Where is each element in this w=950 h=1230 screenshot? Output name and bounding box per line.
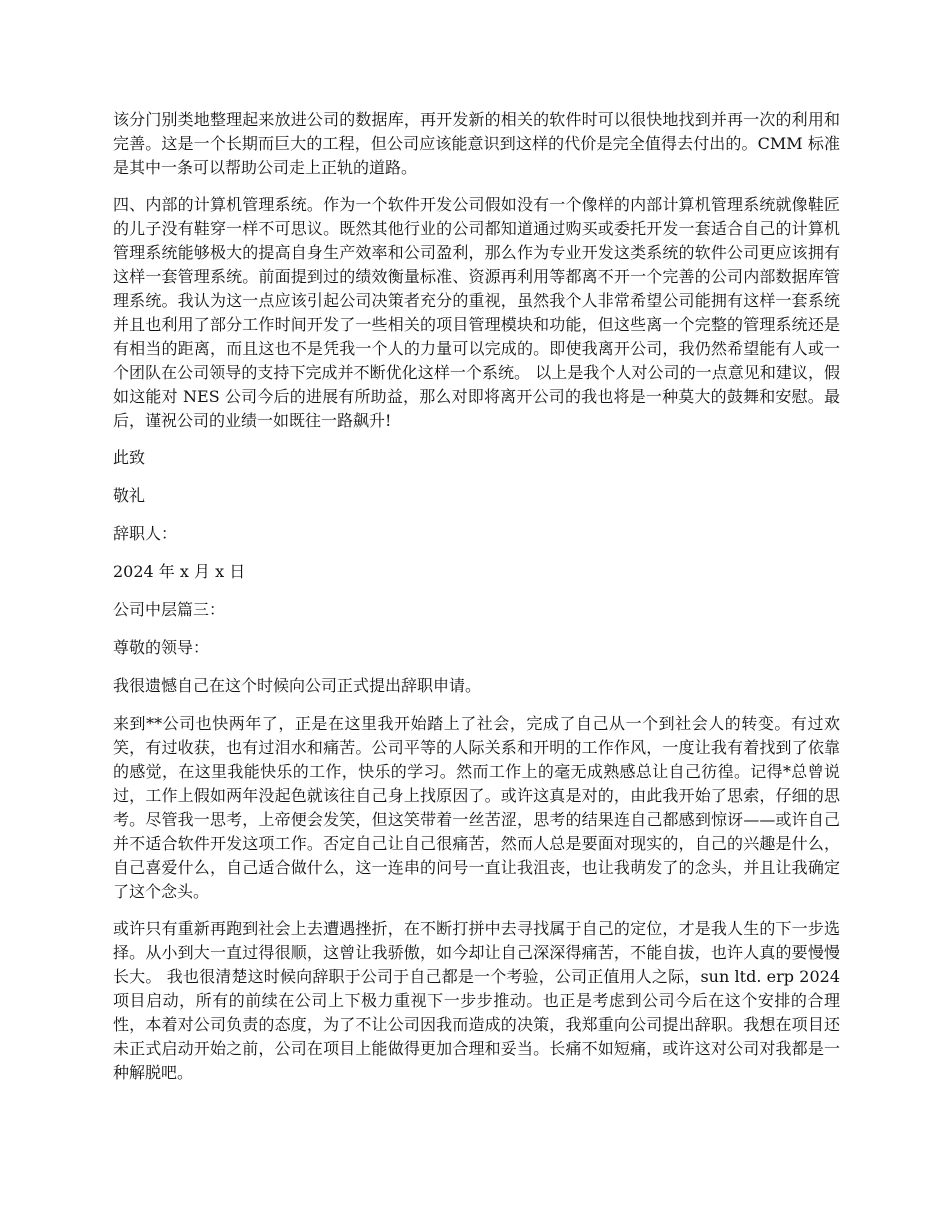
- closing-jingli: 敬礼: [113, 486, 146, 505]
- letter-date: 2024 年 x 月 x 日: [113, 562, 246, 581]
- resignee-label: 辞职人：: [113, 524, 178, 543]
- paragraph-internal-management-system: 四、内部的计算机管理系统。作为一个软件开发公司假如没有一个像样的内部计算机管理系统就像鞋匠的儿子没有鞋穿一样不可思议。既然其他行业的公司都知道通过购买或委托开发一套适合自己的计算机管理系统能够极大的提高自身生产效率和公司盈利，那么作为专业开发这类系统的软件公司更应该拥有这样一套管理系统。前面提到过的绩效衡量标准、资源再利用等都离不开一个完善的公司内部数据库管理系统。我认为这一点应该引起公司决策者充分的重视，虽然我个人非常希望公司能拥有这样一套系统并且也利用了部分工作时间开发了一些相关的项目管理模块和功能，但这些离一个完整的管理系统还是有相当的距离，而且这也不是凭我一个人的力量可以完成的。即使我离开公司，我仍然希望能有人或一个团队在公司领导的支持下完成并不断优化这样一个系统。 以上是我个人对公司的一点意见和建议，假如这能对 NES 公司今后的进展有所助益，那么对即将离开公司的我也将是一种莫大的鼓舞和安慰。最后，谨祝公司的业绩一如既往一路飙升!: [113, 195, 840, 430]
- paragraph-two-years: 来到**公司也快两年了，正是在这里我开始踏上了社会，完成了自己从一个到社会人的转变。有过欢笑，有过收获，也有过泪水和痛苦。公司平等的人际关系和开明的工作作风，一度让我有着找到了依靠的感觉，在这里我能快乐的工作，快乐的学习。然而工作上的毫无成熟感总让自己彷徨。记得*总曾说过，工作上假如两年没起色就该往自己身上找原因了。或许这真是对的，由此我开始了思索，仔细的思考。尽管我一思考，上帝便会发笑，但这笑带着一丝苦涩，思考的结果连自己都感到惊讶——或许自己并不适合软件开发这项工作。否定自己让自己很痛苦，然而人总是要面对现实的，自己的兴趣是什么，自己喜爱什么，自己适合做什么，这一连串的问号一直让我沮丧，也让我萌发了的念头，并且让我确定了这个念头。: [113, 714, 840, 901]
- paragraph-next-step: 或许只有重新再跑到社会上去遭遇挫折，在不断打拼中去寻找属于自己的定位，才是我人生的下一步选择。从小到大一直过得很顺，这曾让我骄傲，如今却让自己深深得痛苦，不能自拔，也许人真的要慢慢长大。 我也很清楚这时候向辞职于公司于自己都是一个考验，公司正值用人之际，sun ltd. erp 2024 项目启动，所有的前续在公司上下极力重视下一步步推动。也正是考虑到公司今后在这个安排的合理性，本着对公司负责的态度，为了不让公司因我而造成的决策，我郑重向公司提出辞职。我想在项目还未正式启动开始之前，公司在项目上能做得更加合理和妥当。长痛不如短痛，或许这对公司对我都是一种解脱吧。: [113, 919, 840, 1082]
- section-heading: 公司中层篇三：: [113, 600, 226, 619]
- document-page: [113, 108, 840, 1098]
- closing-cizhi: 此致: [113, 448, 146, 467]
- opening-statement: 我很遗憾自己在这个时候向公司正式提出辞职申请。: [113, 676, 482, 695]
- paragraph-database-reuse: 该分门别类地整理起来放进公司的数据库，再开发新的相关的软件时可以很快地找到并再一次的利用和完善。这是一个长期而巨大的工程，但公司应该能意识到这样的代价是完全值得去付出的。CMM 标准是其中一条可以帮助公司走上正轨的道路。: [113, 110, 840, 177]
- salutation: 尊敬的领导：: [113, 638, 210, 657]
